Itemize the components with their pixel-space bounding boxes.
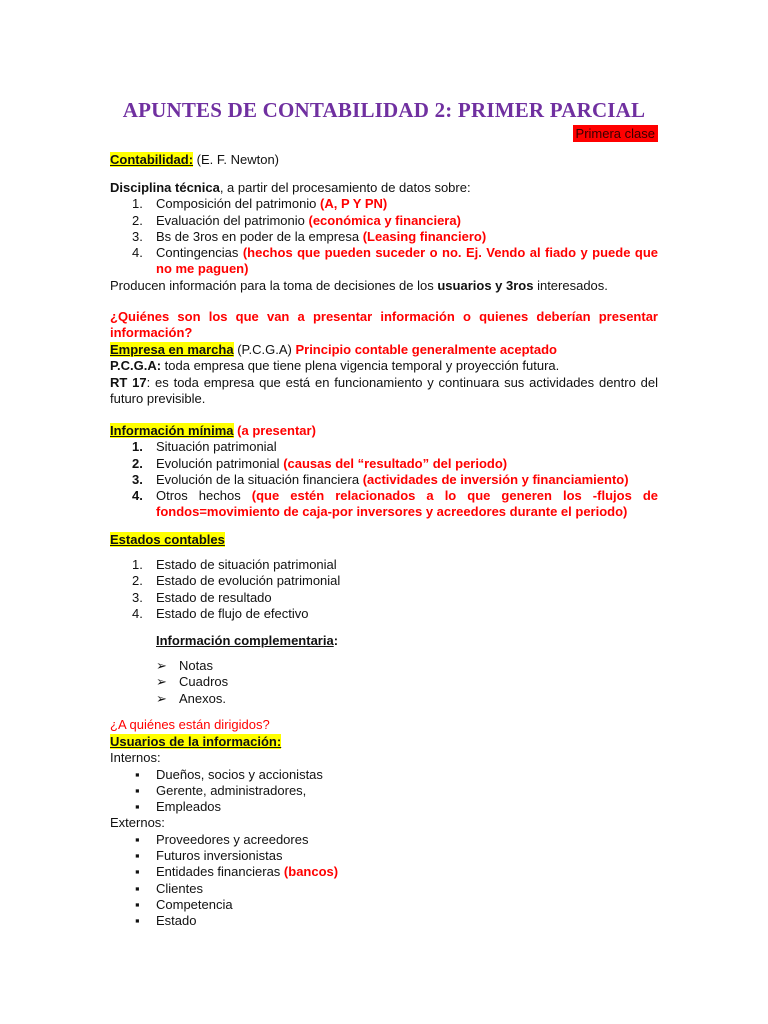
usuarios-heading: Usuarios de la información: bbox=[110, 734, 282, 749]
square-bullet-icon: ▪ bbox=[135, 913, 140, 929]
item-text: Gerente, administradores, bbox=[156, 782, 307, 798]
item-text: Evaluación del patrimonio bbox=[156, 212, 309, 228]
list-item bbox=[110, 573, 658, 589]
item-number: 2. bbox=[132, 573, 143, 589]
list-item bbox=[110, 881, 658, 897]
item-number: 2. bbox=[132, 212, 143, 228]
disciplina-list bbox=[110, 196, 658, 277]
list-item bbox=[110, 848, 658, 864]
item-text: Situación patrimonial bbox=[156, 439, 277, 455]
complementaria-list bbox=[110, 658, 658, 707]
info-minima-list bbox=[110, 439, 658, 520]
item-number: 1. bbox=[132, 439, 143, 455]
list-item bbox=[110, 767, 658, 783]
list-item bbox=[110, 864, 658, 880]
disciplina-rest: , a partir del procesamiento de datos sobre: bbox=[219, 180, 471, 195]
list-item bbox=[110, 606, 658, 622]
item-text: Estado de evolución patrimonial bbox=[156, 573, 341, 589]
item-text: Proveedores y acreedores bbox=[156, 831, 309, 847]
externos-label: Externos: bbox=[110, 815, 165, 831]
pcga-label: P.C.G.A: bbox=[110, 358, 162, 374]
square-bullet-icon: ▪ bbox=[135, 864, 140, 880]
list-item bbox=[110, 456, 658, 472]
question-presenters: ¿Quiénes son los que van a presentar información o quienes deberían presentar información? bbox=[110, 309, 658, 341]
item-text: Bs de 3ros en poder de la empresa bbox=[156, 228, 363, 244]
disciplina-intro bbox=[110, 180, 658, 196]
item-text: Notas bbox=[179, 658, 213, 673]
contabilidad-line bbox=[110, 152, 658, 168]
item-text: Empleados bbox=[156, 799, 222, 815]
item-number: 2. bbox=[132, 455, 143, 471]
item-number: 3. bbox=[132, 589, 143, 605]
producen-pre: Producen información para la toma de decisiones de los bbox=[110, 277, 438, 293]
estados-block bbox=[110, 557, 658, 622]
list-item bbox=[110, 832, 658, 848]
item-text: Estado de resultado bbox=[156, 589, 272, 605]
pcga-text: toda empresa que tiene plena vigencia temporal y proyección futura. bbox=[161, 358, 560, 374]
arrow-bullet-icon: ➢ bbox=[156, 690, 167, 706]
item-number: 3. bbox=[132, 471, 143, 487]
arrow-bullet-icon: ➢ bbox=[156, 674, 167, 690]
list-item bbox=[110, 913, 658, 929]
list-item bbox=[110, 799, 658, 815]
list-item bbox=[110, 213, 658, 229]
item-number: 4. bbox=[132, 488, 143, 504]
item-text: Evolución de la situación financiera bbox=[156, 471, 363, 487]
list-item bbox=[110, 439, 658, 455]
item-text: Clientes bbox=[156, 880, 203, 896]
producen-line bbox=[110, 278, 658, 294]
list-item bbox=[110, 897, 658, 913]
item-text: Cuadros bbox=[179, 674, 229, 690]
contabilidad-heading: Contabilidad: bbox=[110, 152, 194, 167]
page-title: APUNTES DE CONTABILIDAD 2: PRIMER PARCIAL bbox=[122, 98, 646, 122]
list-item bbox=[110, 488, 658, 521]
item-note: (A, P Y PN) bbox=[320, 196, 388, 212]
item-text: Evolución patrimonial bbox=[156, 455, 284, 471]
item-text: Entidades financieras bbox=[156, 864, 284, 880]
rt17-label: RT 17 bbox=[110, 374, 147, 390]
list-item bbox=[110, 674, 658, 690]
empresa-paren: (P.C.G.A) bbox=[233, 342, 296, 357]
empresa-heading: Empresa en marcha bbox=[110, 342, 234, 357]
square-bullet-icon: ▪ bbox=[135, 896, 140, 912]
disciplina-block bbox=[110, 180, 658, 294]
list-item bbox=[110, 557, 658, 573]
list-item bbox=[110, 196, 658, 212]
complementaria-colon: : bbox=[333, 633, 339, 648]
contabilidad-author: (E. F. Newton) bbox=[193, 152, 280, 167]
item-text: Dueños, socios y accionistas bbox=[156, 766, 323, 782]
item-text: Estado de situación patrimonial bbox=[156, 557, 337, 572]
info-minima-heading: Información mínima bbox=[110, 423, 234, 438]
usuarios-line bbox=[110, 734, 658, 750]
item-note: (causas del “resultado” del periodo) bbox=[283, 455, 508, 471]
item-text: Otros hechos bbox=[156, 488, 252, 504]
list-item bbox=[110, 691, 658, 707]
item-text: Futuros inversionistas bbox=[156, 848, 283, 864]
item-text: Estado bbox=[156, 913, 197, 929]
item-note: (bancos) bbox=[283, 864, 339, 880]
item-number: 1. bbox=[132, 196, 143, 212]
square-bullet-icon: ▪ bbox=[135, 799, 140, 815]
usuarios-block bbox=[110, 734, 658, 930]
producen-bold: usuarios y 3ros bbox=[437, 277, 534, 293]
estados-heading: Estados contables bbox=[110, 532, 225, 547]
list-item bbox=[110, 472, 658, 488]
class-tag: Primera clase bbox=[573, 125, 658, 142]
item-text: Competencia bbox=[156, 896, 233, 912]
disciplina-bold: Disciplina técnica bbox=[110, 180, 220, 195]
list-item bbox=[110, 229, 658, 245]
item-note: (hechos que pueden suceder o no. Ej. Vendo al fiado y puede que no me paguen) bbox=[156, 245, 658, 277]
estados-list bbox=[110, 557, 658, 622]
list-item bbox=[110, 658, 658, 674]
square-bullet-icon: ▪ bbox=[135, 766, 140, 782]
item-text: Contingencias bbox=[156, 245, 243, 261]
rt17-text: : es toda empresa que está en funcionamiento y continuara sus actividades dentro del futuro previsible. bbox=[110, 374, 658, 406]
pcga-line bbox=[110, 358, 658, 374]
rt17-line bbox=[110, 375, 658, 408]
square-bullet-icon: ▪ bbox=[135, 848, 140, 864]
item-text: Composición del patrimonio bbox=[156, 196, 321, 212]
item-note: (actividades de inversión y financiamiento) bbox=[362, 471, 629, 487]
complementaria-line bbox=[110, 633, 658, 649]
complementaria-heading: Información complementaria bbox=[156, 633, 334, 648]
item-note: (Leasing financiero) bbox=[362, 228, 487, 244]
internos-list bbox=[110, 767, 658, 816]
empresa-block bbox=[110, 342, 658, 407]
item-number: 4. bbox=[132, 605, 143, 621]
arrow-bullet-icon: ➢ bbox=[156, 658, 167, 673]
complementaria-block bbox=[110, 658, 658, 707]
list-item bbox=[110, 590, 658, 606]
item-number: 4. bbox=[132, 245, 143, 261]
square-bullet-icon: ▪ bbox=[135, 782, 140, 798]
estados-heading-line bbox=[110, 532, 658, 548]
internos-label: Internos: bbox=[110, 750, 161, 766]
item-text: Anexos. bbox=[179, 690, 226, 706]
empresa-line bbox=[110, 342, 658, 358]
item-note: (que estén relacionados a lo que generen los -flujos de fondos=movimiento de caja-por inversores y acreedores durante el periodo) bbox=[156, 488, 658, 520]
item-text: Estado de flujo de efectivo bbox=[156, 605, 309, 621]
info-minima-line bbox=[110, 423, 658, 439]
square-bullet-icon: ▪ bbox=[135, 880, 140, 896]
producen-post: interesados. bbox=[533, 277, 608, 293]
empresa-principle: Principio contable generalmente aceptado bbox=[295, 342, 557, 357]
list-item bbox=[110, 245, 658, 278]
item-number: 1. bbox=[132, 557, 143, 572]
list-item bbox=[110, 783, 658, 799]
info-minima-block bbox=[110, 423, 658, 521]
item-number: 3. bbox=[132, 228, 143, 244]
externos-list bbox=[110, 832, 658, 930]
square-bullet-icon: ▪ bbox=[135, 831, 140, 847]
question-recipients: ¿A quiénes están dirigidos? bbox=[110, 717, 270, 732]
item-note: (económica y financiera) bbox=[308, 212, 461, 228]
info-minima-note: (a presentar) bbox=[233, 423, 316, 438]
